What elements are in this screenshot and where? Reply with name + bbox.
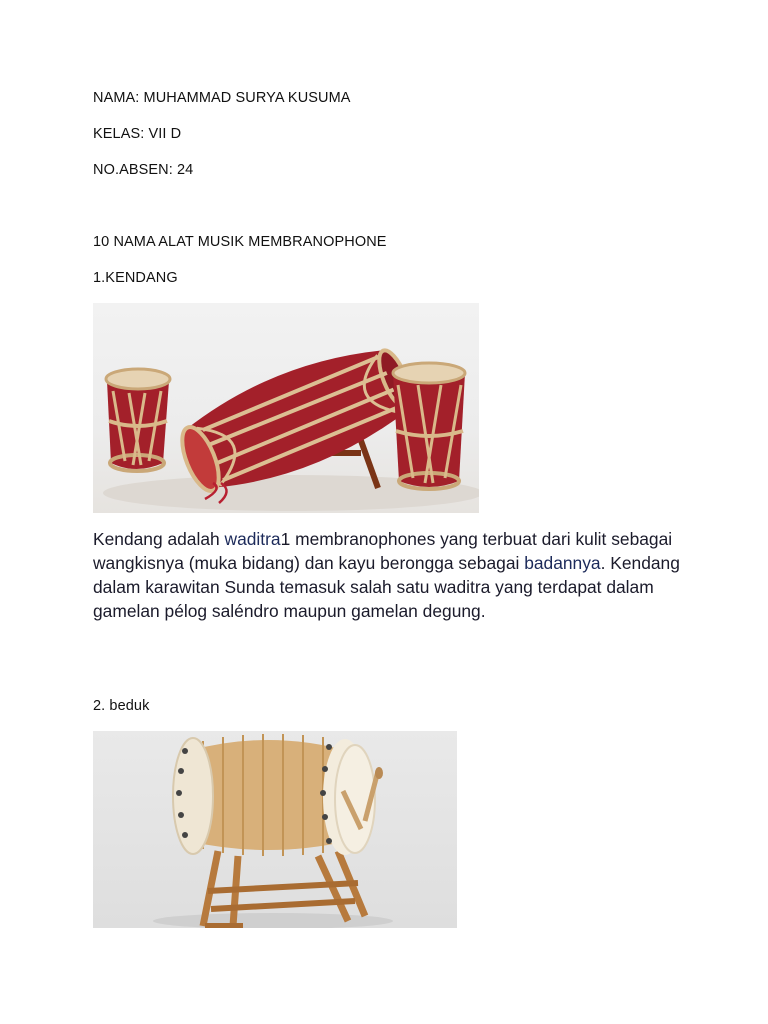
beduk-illustration xyxy=(93,731,457,928)
kendang-photo xyxy=(93,303,479,513)
student-name: NAMA: MUHAMMAD SURYA KUSUMA xyxy=(93,90,351,106)
item-title-kendang: 1.KENDANG xyxy=(93,270,178,286)
student-number: NO.ABSEN: 24 xyxy=(93,162,194,178)
badannya-term: badannya xyxy=(524,553,601,573)
description-text: Kendang adalah xyxy=(93,529,225,549)
kendang-illustration xyxy=(93,303,479,513)
student-class: KELAS: VII D xyxy=(93,126,182,142)
description-text: 1 membranophones yang terbuat dari kulit sebagai wangkisnya (muka bidang) dan kayu berongga sebagai xyxy=(93,529,673,573)
description-text: . Kendang dalam karawitan Sunda temasuk salah satu waditra yang terdapat dalam gamelan pélog saléndro maupun gamelan degung. xyxy=(93,553,680,621)
document-heading: 10 NAMA ALAT MUSIK MEMBRANOPHONE xyxy=(93,234,387,250)
beduk-photo xyxy=(93,731,457,928)
waditra-term: waditra xyxy=(224,529,281,549)
item-title-beduk: 2. beduk xyxy=(93,698,150,714)
kendang-description xyxy=(93,527,693,623)
